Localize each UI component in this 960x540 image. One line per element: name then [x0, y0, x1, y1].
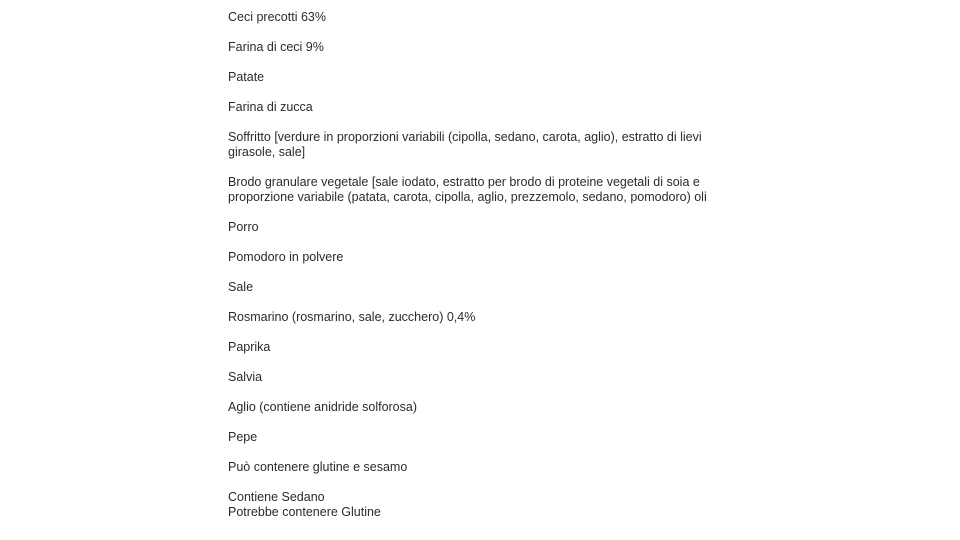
ingredient-item	[228, 250, 733, 265]
ingredient-text: Pomodoro in polvere	[228, 250, 344, 264]
ingredient-text: Paprika	[228, 340, 271, 354]
ingredient-text: Aglio (contiene anidride solforosa)	[228, 400, 417, 414]
ingredient-text: Porro	[228, 220, 259, 234]
ingredient-item	[228, 100, 733, 115]
ingredient-list	[228, 10, 733, 520]
allergen-contains: Contiene Sedano	[228, 490, 325, 504]
allergen-may-contain: Potrebbe contenere Glutine	[228, 505, 381, 519]
ingredient-item	[228, 40, 733, 55]
ingredient-text: Ceci precotti 63%	[228, 10, 326, 24]
ingredient-text: Può contenere glutine e sesamo	[228, 460, 408, 474]
ingredient-item	[228, 220, 733, 235]
ingredient-item	[228, 340, 733, 355]
ingredient-text: Pepe	[228, 430, 258, 444]
ingredient-text: Sale	[228, 280, 254, 294]
ingredient-item	[228, 460, 733, 475]
allergen-info	[228, 490, 733, 520]
ingredient-item	[228, 70, 733, 85]
ingredient-text-continuation: girasole, sale]	[228, 145, 306, 159]
ingredient-item	[228, 10, 733, 25]
ingredient-text: Farina di ceci 9%	[228, 40, 324, 54]
ingredient-item	[228, 370, 733, 385]
ingredient-item	[228, 430, 733, 445]
ingredient-item	[228, 400, 733, 415]
ingredient-text: Patate	[228, 70, 265, 84]
ingredient-item	[228, 130, 733, 160]
ingredient-text: Rosmarino (rosmarino, sale, zucchero) 0,4%	[228, 310, 476, 324]
ingredient-item	[228, 175, 733, 205]
ingredient-text-continuation: proporzione variabile (patata, carota, cipolla, aglio, prezzemolo, sedano, pomodoro) oli	[228, 190, 707, 204]
ingredient-text: Salvia	[228, 370, 263, 384]
ingredient-item	[228, 280, 733, 295]
ingredient-text: Brodo granulare vegetale [sale iodato, estratto per brodo di proteine vegetali di soia e	[228, 175, 700, 189]
ingredient-text: Farina di zucca	[228, 100, 313, 114]
ingredient-item	[228, 310, 733, 325]
ingredient-text: Soffritto [verdure in proporzioni variabili (cipolla, sedano, carota, aglio), estratto di lievi	[228, 130, 702, 144]
